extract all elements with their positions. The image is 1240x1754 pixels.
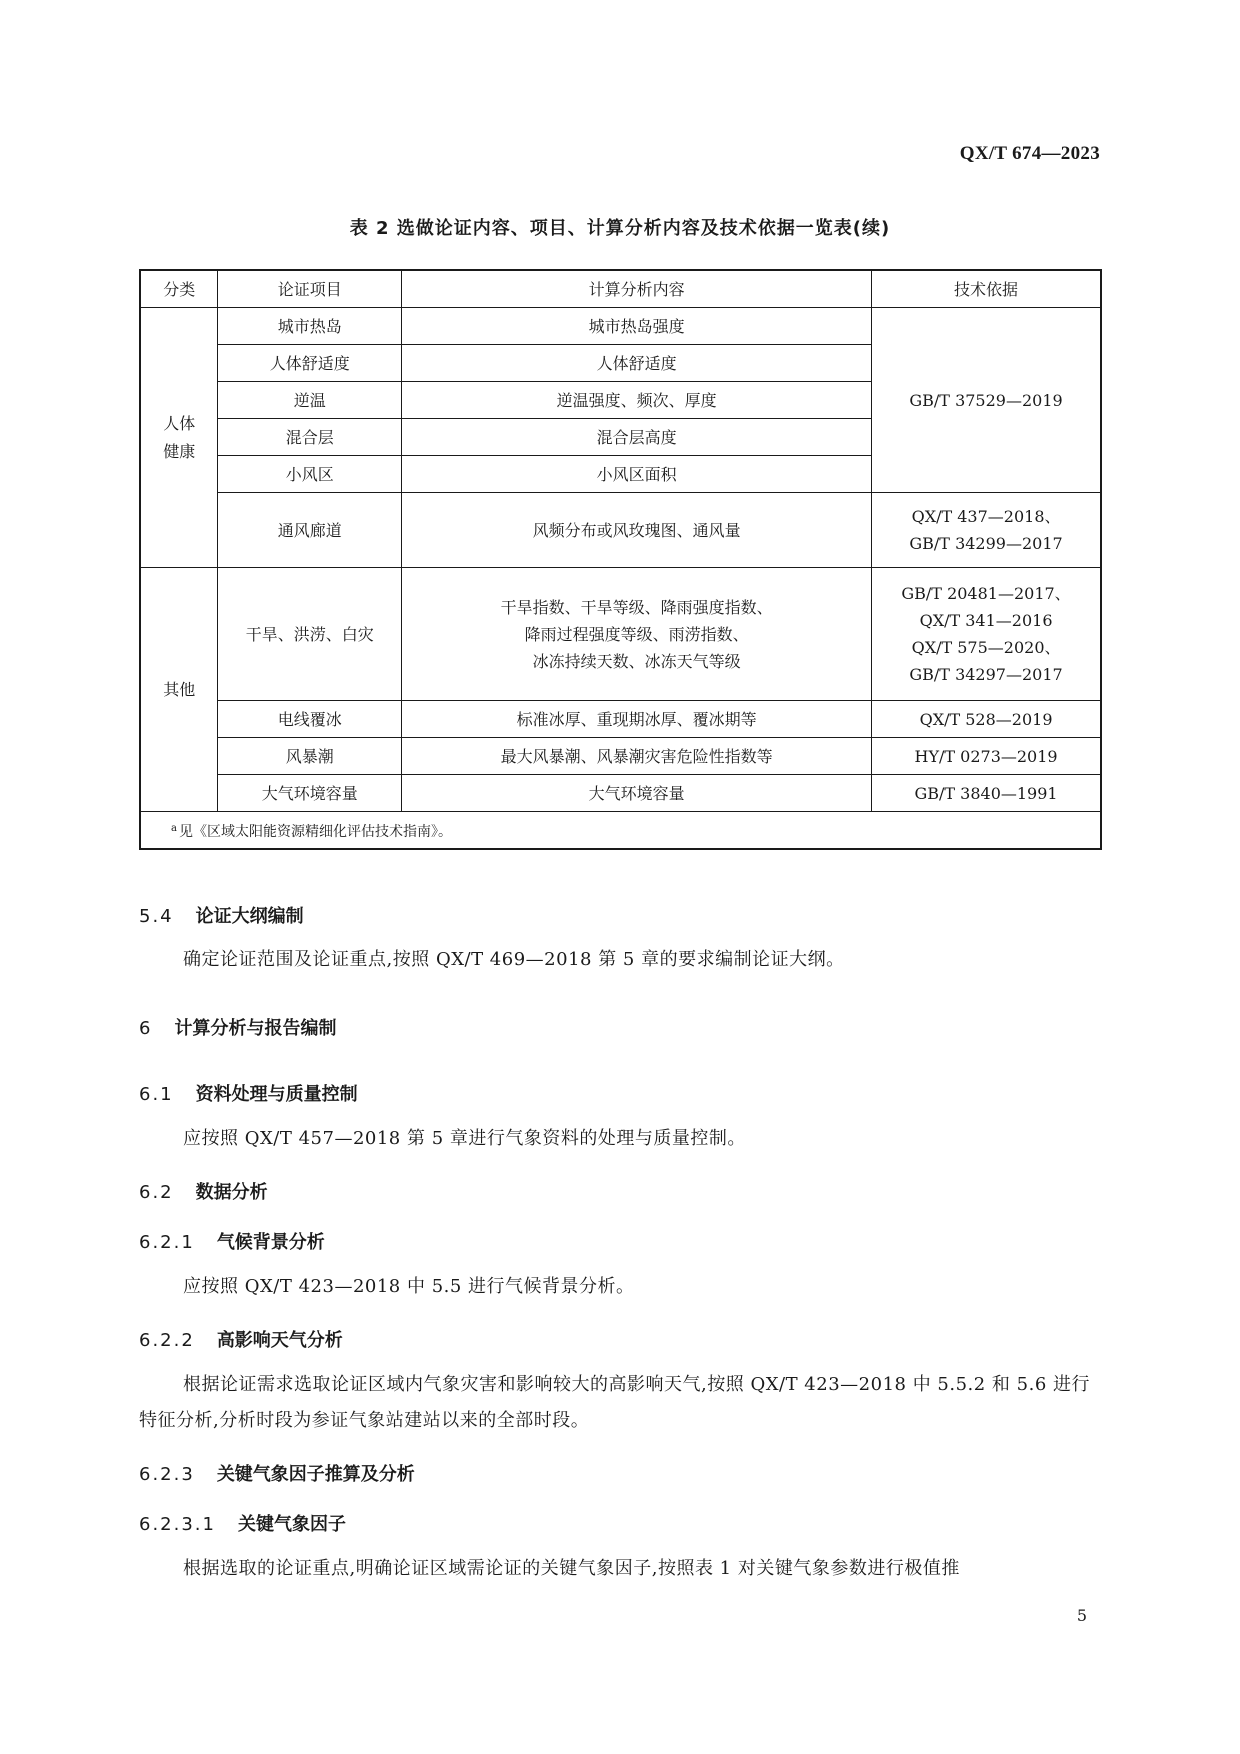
item-cell: 混合层 bbox=[218, 419, 402, 456]
item-cell: 城市热岛 bbox=[218, 308, 402, 345]
table-row bbox=[140, 493, 1101, 568]
basis-cell bbox=[872, 493, 1101, 568]
item-cell: 大气环境容量 bbox=[218, 775, 402, 812]
section-heading-6-2-2 bbox=[139, 1326, 343, 1352]
item-cell: 逆温 bbox=[218, 382, 402, 419]
content-line: 降雨过程强度等级、雨涝指数、 bbox=[524, 624, 749, 644]
section-number: 6.2.3 bbox=[139, 1464, 195, 1485]
table-row bbox=[140, 738, 1101, 775]
category-cell: 其他 bbox=[140, 568, 218, 812]
section-title: 高影响天气分析 bbox=[216, 1330, 343, 1351]
column-header: 分类 bbox=[140, 270, 218, 308]
paragraph: 确定论证范围及论证重点,按照 QX/T 469—2018 第 5 章的要求编制论证大纲。 bbox=[183, 949, 845, 970]
section-title: 关键气象因子 bbox=[237, 1514, 346, 1535]
table-row bbox=[140, 568, 1101, 701]
section-heading-6-2 bbox=[139, 1178, 268, 1204]
category-cell: 人体健康 bbox=[140, 308, 218, 568]
content-cell bbox=[402, 568, 872, 701]
table-row bbox=[140, 701, 1101, 738]
footnote-row bbox=[140, 812, 1101, 850]
paragraph: 应按照 QX/T 423—2018 中 5.5 进行气候背景分析。 bbox=[183, 1276, 635, 1297]
data-table bbox=[139, 269, 1102, 850]
basis-line: GB/T 34297—2017 bbox=[909, 665, 1063, 684]
item-cell: 小风区 bbox=[218, 456, 402, 493]
content-cell: 逆温强度、频次、厚度 bbox=[402, 382, 872, 419]
section-number: 5.4 bbox=[139, 906, 174, 927]
basis-cell: GB/T 3840—1991 bbox=[872, 775, 1101, 812]
basis-line: GB/T 34299—2017 bbox=[909, 534, 1063, 553]
item-cell: 通风廊道 bbox=[218, 493, 402, 568]
section-title: 气候背景分析 bbox=[216, 1232, 325, 1253]
basis-cell bbox=[872, 568, 1101, 701]
section-title: 资料处理与质量控制 bbox=[195, 1084, 358, 1105]
content-cell: 城市热岛强度 bbox=[402, 308, 872, 345]
column-header: 计算分析内容 bbox=[402, 270, 872, 308]
basis-line: QX/T 437—2018、 bbox=[911, 507, 1061, 526]
section-heading-6-2-1 bbox=[139, 1228, 325, 1254]
content-cell: 人体舒适度 bbox=[402, 345, 872, 382]
table-footnote bbox=[140, 812, 1101, 850]
basis-line: QX/T 575—2020、 bbox=[911, 638, 1061, 657]
content-cell: 最大风暴潮、风暴潮灾害危险性指数等 bbox=[402, 738, 872, 775]
content-cell: 混合层高度 bbox=[402, 419, 872, 456]
basis-cell: QX/T 528—2019 bbox=[872, 701, 1101, 738]
item-cell: 电线覆冰 bbox=[218, 701, 402, 738]
section-number: 6.2 bbox=[139, 1182, 174, 1203]
basis-cell: GB/T 37529—2019 bbox=[872, 308, 1101, 493]
section-title: 关键气象因子推算及分析 bbox=[216, 1464, 415, 1485]
footnote-text: 见《区域太阳能资源精细化评估技术指南》。 bbox=[178, 823, 452, 840]
content-cell: 风频分布或风玫瑰图、通风量 bbox=[402, 493, 872, 568]
content-cell: 小风区面积 bbox=[402, 456, 872, 493]
item-cell: 人体舒适度 bbox=[218, 345, 402, 382]
table-row bbox=[140, 308, 1101, 345]
content-cell: 标准冰厚、重现期冰厚、覆冰期等 bbox=[402, 701, 872, 738]
section-title: 论证大纲编制 bbox=[195, 906, 304, 927]
section-heading-6-2-3-1 bbox=[139, 1510, 346, 1536]
section-heading-6-1 bbox=[139, 1080, 358, 1106]
paragraph: 根据论证需求选取论证区域内气象灾害和影响较大的高影响天气,按照 QX/T 423—2018 中 5.5.2 和 5.6 进行特征分析,分析时段为参证气象站建站以来的全部时段。 bbox=[139, 1374, 1091, 1431]
page-number: 5 bbox=[1076, 1606, 1087, 1625]
content-line: 冰冻持续天数、冰冻天气等级 bbox=[532, 651, 741, 671]
item-cell: 干旱、洪涝、白灾 bbox=[218, 568, 402, 701]
basis-line: GB/T 20481—2017、 bbox=[901, 584, 1071, 603]
footnote-mark: a bbox=[171, 822, 177, 834]
section-heading-6 bbox=[139, 1014, 336, 1040]
section-title: 数据分析 bbox=[195, 1182, 268, 1203]
section-heading-5-4 bbox=[139, 902, 304, 928]
column-header: 论证项目 bbox=[218, 270, 402, 308]
paragraph: 根据选取的论证重点,明确论证区域需论证的关键气象因子,按照表 1 对关键气象参数进行极值推 bbox=[183, 1558, 960, 1579]
content-line: 干旱指数、干旱等级、降雨强度指数、 bbox=[500, 597, 773, 617]
table-header-row bbox=[140, 270, 1101, 308]
section-number: 6 bbox=[139, 1018, 153, 1039]
section-title: 计算分析与报告编制 bbox=[174, 1018, 337, 1039]
section-number: 6.2.2 bbox=[139, 1330, 195, 1351]
content-cell: 大气环境容量 bbox=[402, 775, 872, 812]
standard-code: QX/T 674—2023 bbox=[959, 143, 1100, 164]
basis-line: QX/T 341—2016 bbox=[919, 611, 1053, 630]
basis-cell: HY/T 0273—2019 bbox=[872, 738, 1101, 775]
column-header: 技术依据 bbox=[872, 270, 1101, 308]
section-heading-6-2-3 bbox=[139, 1460, 415, 1486]
section-number: 6.2.1 bbox=[139, 1232, 195, 1253]
table-row bbox=[140, 775, 1101, 812]
section-number: 6.1 bbox=[139, 1084, 174, 1105]
section-number: 6.2.3.1 bbox=[139, 1514, 216, 1535]
item-cell: 风暴潮 bbox=[218, 738, 402, 775]
table-title: 表 2 选做论证内容、项目、计算分析内容及技术依据一览表(续) bbox=[349, 218, 891, 239]
paragraph: 应按照 QX/T 457—2018 第 5 章进行气象资料的处理与质量控制。 bbox=[183, 1128, 746, 1149]
